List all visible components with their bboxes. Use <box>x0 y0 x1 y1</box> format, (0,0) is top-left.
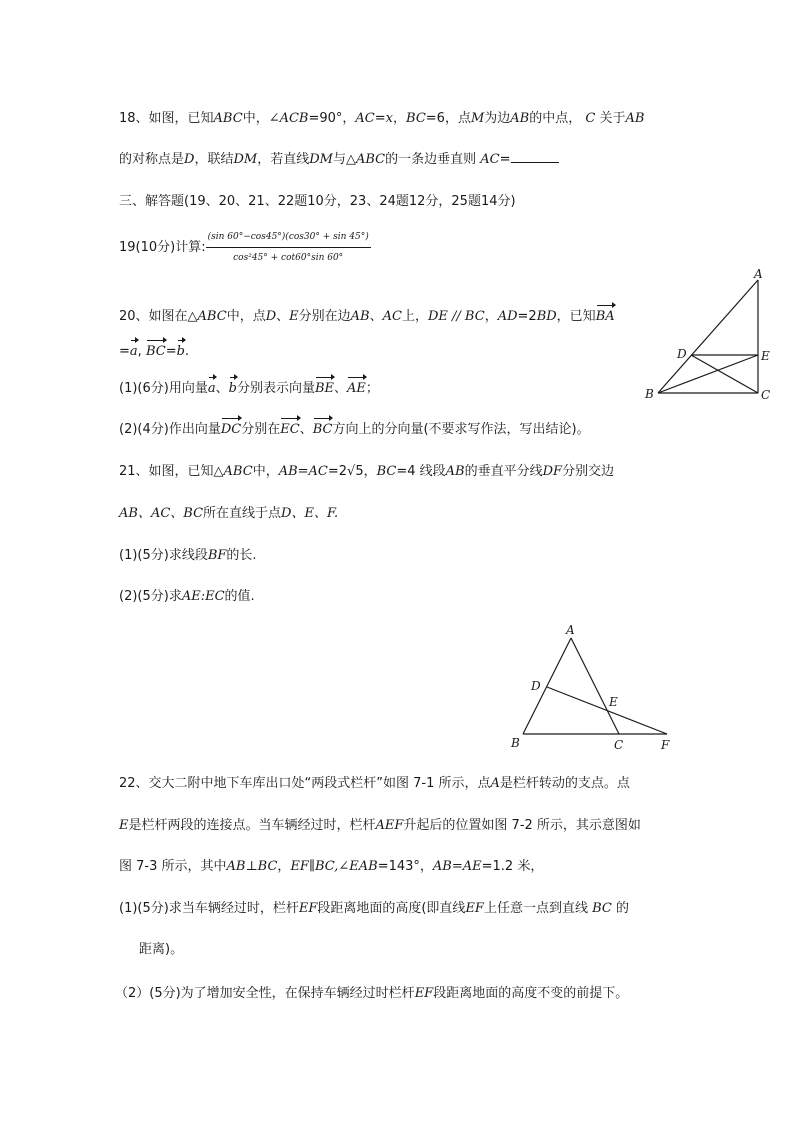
q20-text: =2 <box>517 309 537 324</box>
q18-text: 为边 <box>484 111 511 126</box>
q20-text: 分别表示向量 <box>236 381 315 396</box>
q18-text: =90°， <box>308 111 356 126</box>
q18-triangle: △ABC <box>345 152 386 167</box>
q21-text: =2√5， <box>327 464 377 479</box>
q20-ab: AB <box>350 309 370 324</box>
q21-text: 的长. <box>226 548 257 563</box>
q21-label-b: B <box>511 736 520 750</box>
vector-a: a <box>207 381 216 396</box>
q20-text: 、 <box>215 381 229 396</box>
q21-label-d: D <box>531 679 541 693</box>
q20-side-ab <box>658 280 758 393</box>
q19-denominator: cos²45° + cot60°sin 60° <box>233 253 344 263</box>
answer-blank[interactable] <box>511 150 559 163</box>
q22-line3 <box>119 858 543 876</box>
q21-text: 中， <box>252 464 279 479</box>
q20-text: 、 <box>299 422 313 437</box>
q22-text: =143°， <box>377 859 433 874</box>
vector-b: b <box>228 381 237 396</box>
q18-c: C <box>585 111 596 126</box>
q20-text: ； <box>365 381 379 396</box>
q20-d: D <box>265 309 277 324</box>
q22-text: 段距离地面的高度不变的前提下。 <box>433 986 629 1001</box>
q20-text: 分别在 <box>241 422 281 437</box>
q20-text: 、 <box>276 309 290 324</box>
q22-text: 是栏杆转动的支点。点 <box>499 776 630 791</box>
q21-text: (2)(5分)求 <box>119 589 182 604</box>
q21-text: 的值. <box>224 589 255 604</box>
q21-label-e: E <box>609 695 618 709</box>
q18-angle: ∠ACB <box>268 111 309 126</box>
q22-text: （2）(5分)为了增加安全性，在保持车辆经过时栏杆 <box>115 986 415 1001</box>
q18-d: D <box>184 152 195 167</box>
q22-text: 是栏杆两段的连接点。当车辆经过时，栏杆 <box>128 818 376 833</box>
q20-segment-dc <box>691 355 758 393</box>
q20-line2 <box>119 343 189 361</box>
q21-segment-df <box>547 687 667 734</box>
q20-text: 分别在边 <box>298 309 351 324</box>
q20-text: = <box>119 344 130 359</box>
vector-b: b <box>176 344 185 359</box>
q22-ef: EF <box>414 986 434 1001</box>
q20-text: 、 <box>334 381 348 396</box>
q21-ab-ac: AB=AC <box>278 464 328 479</box>
vector-ba: BA <box>595 309 615 324</box>
q20-label-a: A <box>754 267 763 281</box>
q19-prefix: 19(10分)计算: <box>119 240 206 255</box>
q22-text: 22、交大二附中地下车库出口处“两段式栏杆”如图 7-1 所示，点 <box>119 776 491 791</box>
q20-text: (2)(4分)作出向量 <box>119 422 221 437</box>
vector-ec: EC <box>280 422 300 437</box>
q22-text: 图 7-3 所示，其中 <box>119 859 227 874</box>
q21-line1 <box>119 463 614 481</box>
q21-points: D、E、F. <box>281 506 339 521</box>
q18-text: 中， <box>242 111 269 126</box>
q18-ac: AC <box>355 111 375 126</box>
q21-label-c: C <box>614 738 624 752</box>
q20-text: ，已知 <box>556 309 596 324</box>
q18-m: M <box>470 111 485 126</box>
q18-line2 <box>119 150 559 169</box>
q21-label-a: A <box>566 623 575 637</box>
q21-text: 分别交边 <box>562 464 615 479</box>
q22-a: A <box>490 776 500 791</box>
q18-text: 与 <box>332 152 346 167</box>
q20-label-c: C <box>761 388 771 402</box>
vector-be: BE <box>314 381 335 396</box>
q20-text: (1)(6分)用向量 <box>119 381 208 396</box>
q18-text: 的对称点是 <box>119 152 185 167</box>
q19-fraction <box>206 228 371 267</box>
q22-line2 <box>119 817 641 835</box>
q20-text: . <box>184 344 190 359</box>
q20-text: 中，点 <box>226 309 266 324</box>
q18-ab: AB <box>625 111 645 126</box>
q22-text: (1)(5分)求当车辆经过时，栏杆 <box>119 901 299 916</box>
q18-text: = <box>374 111 386 126</box>
q20-text: ， <box>484 309 498 324</box>
q21-text: (1)(5分)求线段 <box>119 548 208 563</box>
q22-text: 的 <box>611 901 629 916</box>
q18-text: ，联结 <box>194 152 234 167</box>
q21-part2 <box>119 588 255 606</box>
q21-df: DF <box>542 464 563 479</box>
q22-part2 <box>115 985 628 1003</box>
q20-ad: AD <box>497 309 518 324</box>
q21-bf: BF <box>207 548 227 563</box>
q18-text: 的中点， <box>529 111 586 126</box>
q20-text: = <box>165 344 177 359</box>
q22-part1 <box>119 900 629 918</box>
q18-line1 <box>119 110 644 128</box>
section-heading: 三、解答题(19、20、21、22题10分，23、24题12分，25题14分) <box>119 194 516 209</box>
q21-ratio: AE:EC <box>181 589 225 604</box>
q21-triangle: △ABC <box>213 464 253 479</box>
q22-text: ， <box>277 859 291 874</box>
q20-ac: AC <box>382 309 402 324</box>
q21-label-f: F <box>661 738 670 752</box>
q20-part2 <box>119 421 590 439</box>
q20-label-e: E <box>761 349 770 363</box>
vector-a: a <box>129 344 138 359</box>
q18-text: ， <box>393 111 407 126</box>
q18-text: =6，点 <box>425 111 471 126</box>
q22-aef: AEF <box>375 818 404 833</box>
q21-sides: AB、AC、BC <box>119 506 204 521</box>
q20-text: 、 <box>369 309 383 324</box>
q21-figure <box>505 620 685 754</box>
q20-bd: BD <box>536 309 557 324</box>
q22-text: =1.2 米， <box>481 859 544 874</box>
q20-part1 <box>119 380 379 398</box>
q22-text: 升起后的位置如图 7-2 所示，其示意图如 <box>403 818 641 833</box>
q22-part1-cont: 距离)。 <box>139 942 184 957</box>
q22-e: E <box>119 818 129 833</box>
q22-ef: EF <box>465 901 484 916</box>
q20-text: 方向上的分向量(不要求写作法，写出结论)。 <box>332 422 590 437</box>
q18-dm: DM <box>309 152 333 167</box>
q18-text: 的一条边垂直则 <box>385 152 481 167</box>
q22-parallel-angle: EF∥BC,∠EAB <box>290 859 378 874</box>
q21-part1 <box>119 547 257 565</box>
q20-text: 20、如图在 <box>119 309 188 324</box>
q20-text: , <box>137 344 146 359</box>
q21-text: 21、如图，已知 <box>119 464 214 479</box>
q21-side-ac <box>571 638 619 734</box>
q18-bc: BC <box>406 111 426 126</box>
q18-x: x <box>385 111 394 126</box>
q20-label-b: B <box>645 387 654 401</box>
q19-numerator: (sin 60°−cos45°)(cos30° + sin 45°) <box>206 228 371 248</box>
q20-segment-be <box>658 355 758 393</box>
q21-line2 <box>119 505 338 523</box>
q21-text: 的垂直平分线 <box>464 464 543 479</box>
q20-e: E <box>289 309 299 324</box>
q18-dm: DM <box>233 152 258 167</box>
q18-text: = <box>499 152 511 167</box>
vector-dc: DC <box>220 422 242 437</box>
q20-text: 上， <box>401 309 428 324</box>
q18-text: 18、如图，已知 <box>119 111 214 126</box>
vector-bc: BC <box>145 344 166 359</box>
q21-bc: BC <box>376 464 397 479</box>
q18-ab: AB <box>510 111 530 126</box>
q18-ac: AC <box>480 152 500 167</box>
q22-perpendicular: AB⊥BC <box>226 859 278 874</box>
q20-label-d: D <box>677 347 687 361</box>
q20-figure <box>640 262 780 408</box>
q18-abc: ABC <box>213 111 243 126</box>
q20-parallel: DE // BC <box>428 309 485 324</box>
vector-bc: BC <box>312 422 333 437</box>
q21-text: 所在直线于点 <box>203 506 282 521</box>
q22-bc: BC <box>592 901 612 916</box>
q22-ef: EF <box>298 901 318 916</box>
q21-text: =4 线段 <box>396 464 446 479</box>
q22-text: 段距离地面的高度(即直线 <box>317 901 466 916</box>
q18-text: ，若直线 <box>257 152 310 167</box>
vector-ae: AE <box>347 381 366 396</box>
q20-triangle: △ABC <box>187 309 227 324</box>
q20-line1 <box>119 308 615 326</box>
q22-ab-ae: AB=AE <box>432 859 482 874</box>
q22-text: 上任意一点到直线 <box>483 901 593 916</box>
q19-line <box>119 228 371 267</box>
q21-ab: AB <box>445 464 465 479</box>
q22-line1 <box>119 775 630 793</box>
q18-text: 关于 <box>595 111 626 126</box>
